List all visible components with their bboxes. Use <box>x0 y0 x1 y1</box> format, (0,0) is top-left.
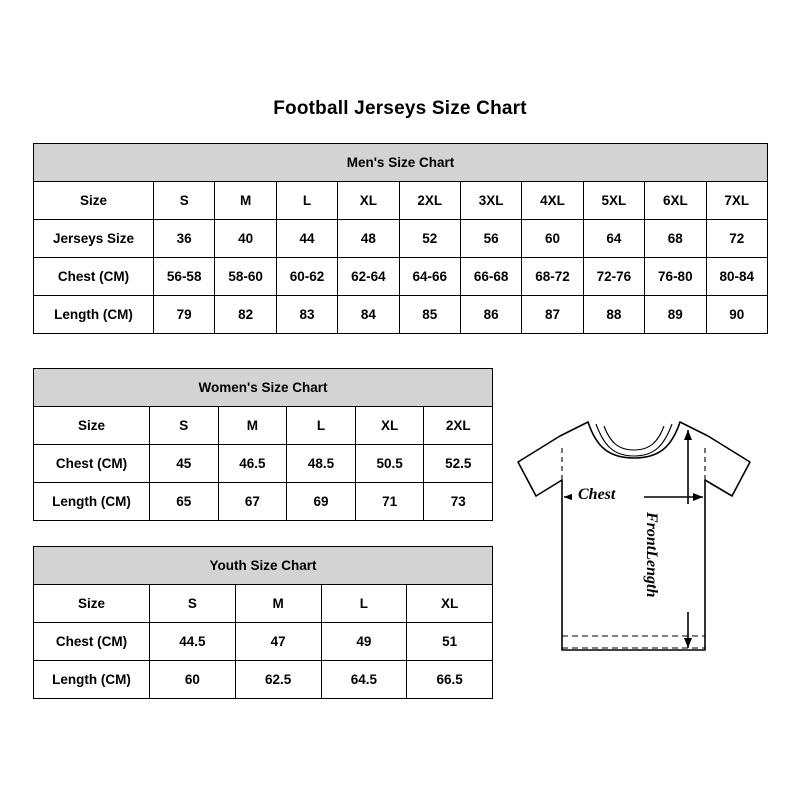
table-row <box>34 585 493 623</box>
table-row <box>34 483 493 521</box>
mens-size-chart-container <box>33 143 768 334</box>
table-cell: 86 <box>460 296 521 334</box>
table-header-row <box>34 547 493 585</box>
table-cell: 65 <box>150 483 219 521</box>
table-row <box>34 258 768 296</box>
table-row <box>34 182 768 220</box>
row-label: Size <box>34 585 150 623</box>
chest-measurement-label: Chest <box>578 486 616 503</box>
table-cell: XL <box>407 585 493 623</box>
row-label: Length (CM) <box>34 483 150 521</box>
table-cell: 36 <box>154 220 215 258</box>
table-cell: 72 <box>706 220 767 258</box>
table-row <box>34 661 493 699</box>
table-cell: 66.5 <box>407 661 493 699</box>
table-cell: 68-72 <box>522 258 583 296</box>
table-cell: 2XL <box>399 182 460 220</box>
table-cell: 69 <box>287 483 356 521</box>
table-cell: 82 <box>215 296 276 334</box>
table-cell: L <box>321 585 407 623</box>
table-cell: 60 <box>522 220 583 258</box>
table-cell: XL <box>338 182 399 220</box>
table-cell: 62-64 <box>338 258 399 296</box>
table-cell: 87 <box>522 296 583 334</box>
table-cell: 60-62 <box>276 258 337 296</box>
womens-table-title: Women's Size Chart <box>34 369 493 407</box>
youth-table-title: Youth Size Chart <box>34 547 493 585</box>
table-cell: L <box>287 407 356 445</box>
table-row <box>34 623 493 661</box>
table-cell: 49 <box>321 623 407 661</box>
table-cell: 64 <box>583 220 644 258</box>
table-cell: 3XL <box>460 182 521 220</box>
table-cell: M <box>215 182 276 220</box>
jersey-measurement-diagram <box>500 400 785 685</box>
table-cell: 51 <box>407 623 493 661</box>
table-cell: 56 <box>460 220 521 258</box>
table-cell: L <box>276 182 337 220</box>
table-cell: 44 <box>276 220 337 258</box>
table-cell: 73 <box>424 483 493 521</box>
table-cell: 83 <box>276 296 337 334</box>
table-cell: 67 <box>218 483 287 521</box>
table-cell: 79 <box>154 296 215 334</box>
table-cell: S <box>150 585 236 623</box>
table-cell: 48 <box>338 220 399 258</box>
table-cell: 44.5 <box>150 623 236 661</box>
table-header-row <box>34 144 768 182</box>
mens-table-title: Men's Size Chart <box>34 144 768 182</box>
row-label: Chest (CM) <box>34 258 154 296</box>
row-label: Jerseys Size <box>34 220 154 258</box>
table-cell: 45 <box>150 445 219 483</box>
row-label: Chest (CM) <box>34 623 150 661</box>
table-cell: 71 <box>355 483 424 521</box>
table-cell: 47 <box>235 623 321 661</box>
table-cell: M <box>235 585 321 623</box>
table-cell: 60 <box>150 661 236 699</box>
table-cell: 88 <box>583 296 644 334</box>
womens-size-table <box>33 368 493 521</box>
table-cell: 62.5 <box>235 661 321 699</box>
table-cell: 84 <box>338 296 399 334</box>
row-label: Length (CM) <box>34 661 150 699</box>
table-cell: 68 <box>645 220 706 258</box>
table-cell: 66-68 <box>460 258 521 296</box>
table-row <box>34 445 493 483</box>
table-row <box>34 220 768 258</box>
row-label: Length (CM) <box>34 296 154 334</box>
table-cell: 76-80 <box>645 258 706 296</box>
table-cell: 80-84 <box>706 258 767 296</box>
youth-size-table <box>33 546 493 699</box>
table-cell: 6XL <box>645 182 706 220</box>
table-cell: 50.5 <box>355 445 424 483</box>
table-cell: 64.5 <box>321 661 407 699</box>
table-row <box>34 296 768 334</box>
womens-size-chart-container <box>33 368 493 521</box>
table-cell: 58-60 <box>215 258 276 296</box>
table-cell: 5XL <box>583 182 644 220</box>
table-cell: 85 <box>399 296 460 334</box>
table-cell: 52 <box>399 220 460 258</box>
table-cell: 56-58 <box>154 258 215 296</box>
table-cell: S <box>154 182 215 220</box>
table-cell: XL <box>355 407 424 445</box>
table-cell: 2XL <box>424 407 493 445</box>
table-cell: 64-66 <box>399 258 460 296</box>
front-length-measurement-label: FrontLength <box>643 512 660 598</box>
table-cell: 48.5 <box>287 445 356 483</box>
row-label: Size <box>34 407 150 445</box>
page-title: Football Jerseys Size Chart <box>273 98 527 119</box>
table-cell: M <box>218 407 287 445</box>
table-cell: 89 <box>645 296 706 334</box>
table-cell: 40 <box>215 220 276 258</box>
table-row <box>34 407 493 445</box>
youth-size-chart-container <box>33 546 493 699</box>
table-cell: S <box>150 407 219 445</box>
table-cell: 4XL <box>522 182 583 220</box>
mens-size-table <box>33 143 768 334</box>
row-label: Size <box>34 182 154 220</box>
table-cell: 46.5 <box>218 445 287 483</box>
row-label: Chest (CM) <box>34 445 150 483</box>
table-cell: 72-76 <box>583 258 644 296</box>
table-cell: 7XL <box>706 182 767 220</box>
table-header-row <box>34 369 493 407</box>
table-cell: 90 <box>706 296 767 334</box>
table-cell: 52.5 <box>424 445 493 483</box>
